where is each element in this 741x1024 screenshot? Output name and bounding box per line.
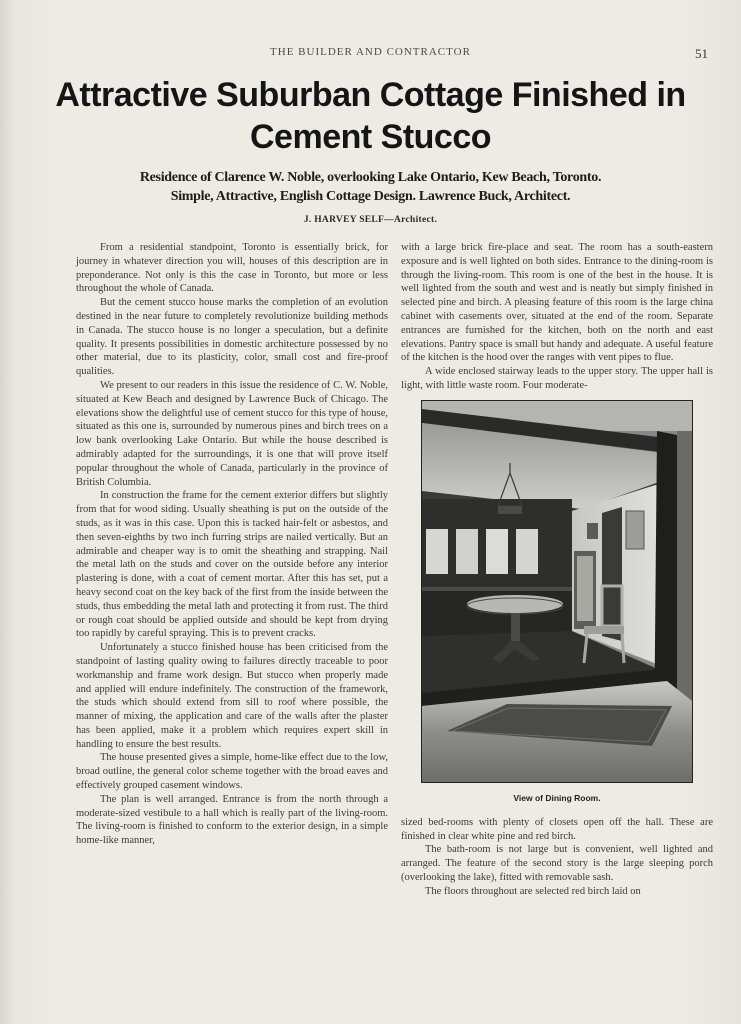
paragraph: sized bed-rooms with plenty of closets open off the hall. These are finished in clear white pine and red birch. xyxy=(401,816,713,842)
left-column xyxy=(76,241,388,848)
page-number: 51 xyxy=(695,46,708,61)
paragraph: Unfortunately a stucco finished house has been criticised from the standpoint of lasting quality owing to failures directly traceable to poor workmanship and frame work design. But stucco when properly made and applied will endure indefinitely. The construction of the framework, the studs which should extend from sill to roof where possible, the manner of mixing, the application and care of the walls after the plaster has been applied, make it a problem which requires expert skill in handling to ensure the best results. xyxy=(76,642,388,750)
paragraph: with a large brick fire-place and seat. The room has a south-eastern exposure and is well lighted on both sides. Entrance to the dining-room is through the living-room. This room is one of the best in the house. It is well lighted from the south and west and is neatly but simply finished in selected pine and birch. A pleasing feature of this room is the large china cabinet with casements over, situated at the end of the room. Separate entrances are furnished for the kitchen, both on the north and east elevations. Pantry space is small but handy and adequate. A useful feature of the kitchen is the hood over the ranges with vent pipes to flue. xyxy=(401,242,713,364)
subtitle-line-2: Simple, Attractive, English Cottage Design. Lawrence Buck, Architect. xyxy=(170,189,571,204)
paragraph: In construction the frame for the cement exterior differs but slightly from that for wood siding. Usually sheathing is put on the outside of the studs, as it was in this case. Upon this is tacked hair-felt or asbestos, and then seven-eighths by two inch furring strips are nailed vertically. But an admirable and cheaper way is to omit the sheathing and strapping. Nail the metal lath on the studs and cover on the outside before any interior plastering is done, with a coat of cement mortar. After this has set, put a heavy second coat on the key back of the first from the inside between the studs, thus embedding the metal lath and protecting it from rust. The third or rough coat should be applied outside and should be kept from drying too rapidly by careful spraying. This is to prevent cracks. xyxy=(76,490,388,640)
right-column xyxy=(401,241,713,1016)
right-column-bottom xyxy=(401,816,713,899)
paragraph: From a residential standpoint, Toronto is essentially brick, for journey in whatever direction you will, houses of this description are in preponderance. Not only is this the case in Toronto, but more or less throughout the whole of Canada. xyxy=(76,242,388,295)
paragraph: The floors throughout are selected red birch laid on xyxy=(425,885,641,897)
paragraph: The bath-room is not large but is convenient, well lighted and arranged. The feature of the second story is the large sleeping porch (overlooking the lake), fitted with removable sash. xyxy=(401,844,713,883)
window-pane xyxy=(516,529,538,574)
paragraph: But the cement stucco house marks the completion of an evolution destined in the near future to completely revolutionize building methods in Canada. The stucco house is no longer a speculation, but a definite quality. It presents possibilities in domestic architecture possessed by no other material, due to its plasticity, color, small cost and fire-proof qualities. xyxy=(76,297,388,378)
article-title-line-1: Attractive Suburban Cottage Finished in xyxy=(55,76,686,114)
window-pane xyxy=(486,529,508,574)
paragraph: The house presented gives a simple, home-like effect due to the low, broad outline, the general color scheme together with the broad eaves and effectively grouped casement windows. xyxy=(76,752,388,792)
dining-room-photo xyxy=(421,400,693,783)
window-pane xyxy=(456,529,478,574)
right-column-top xyxy=(401,241,713,393)
paragraph: We present to our readers in this issue the residence of C. W. Noble, situated at Kew Beach and designed by Lawrence Buck of Chicago. The elevations show the delightful use of cement stucco for this type of house, situated as this one is, surrounded by numerous pines and birch trees on a low bank overlooking Lake Ontario. But while the house described is admirably adapted for the surroundings, it is one that will prove itself popular throughout the whole of Canada, particularly in the province of British Columbia. xyxy=(76,379,388,488)
running-head: THE BUILDER AND CONTRACTOR xyxy=(270,46,471,58)
dining-room-illustration xyxy=(422,401,692,782)
paragraph: The plan is well arranged. Entrance is from the north through a moderate-sized vestibule to a hall which is really part of the living-room. The living-room is finished to conform to the exterior design, in a simple home-like manner, xyxy=(76,793,388,847)
photo-caption: View of Dining Room. xyxy=(513,792,601,803)
window-pane xyxy=(426,529,448,574)
article-subtitle xyxy=(20,168,721,206)
article-title xyxy=(20,74,721,158)
paragraph: A wide enclosed stairway leads to the upper story. The upper hall is light, with little waste room. Four moderate- xyxy=(401,366,713,391)
wall-picture xyxy=(626,511,644,549)
inner-doorway xyxy=(602,507,622,641)
subtitle-line-1: Residence of Clarence W. Noble, overlooking Lake Ontario, Kew Beach, Toronto. xyxy=(139,170,602,185)
wall-picture xyxy=(587,523,598,539)
byline: J. HARVEY SELF—Architect. xyxy=(303,215,438,225)
article-title-line-2: Cement Stucco xyxy=(250,118,491,156)
